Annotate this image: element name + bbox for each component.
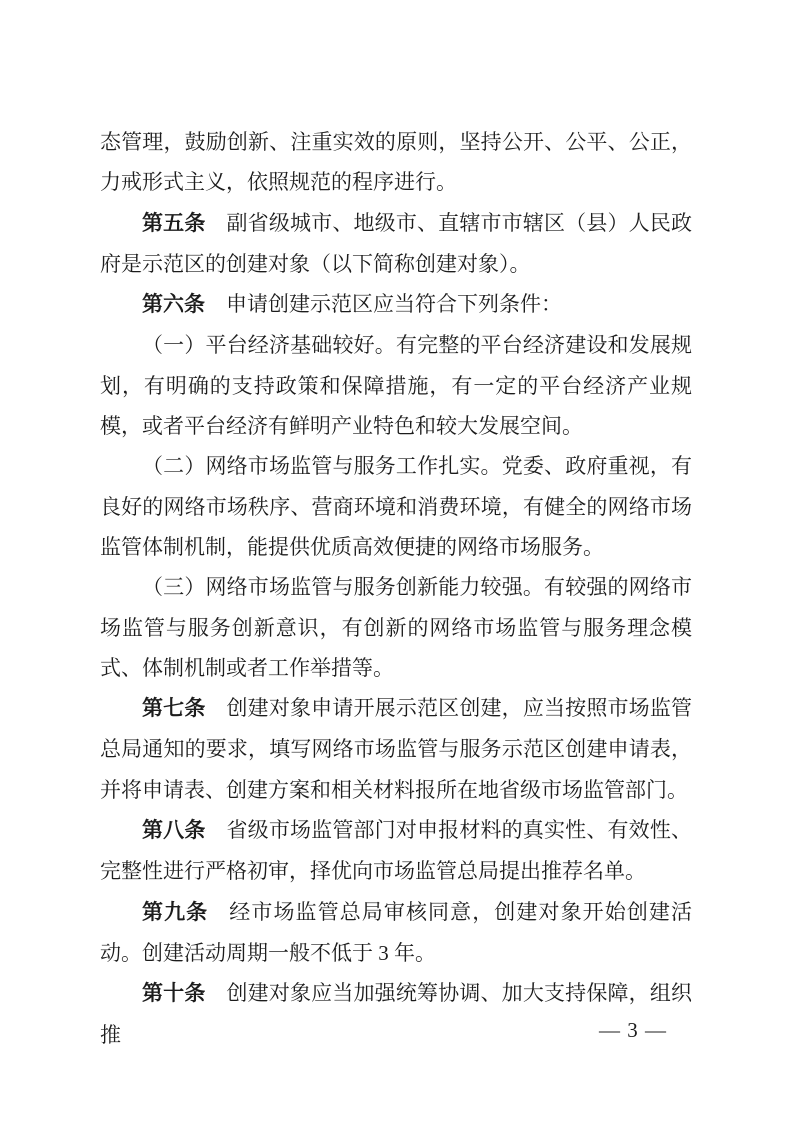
paragraph-text: 创建对象应当加强统筹协调、加大支持保障，组织推 [100, 981, 692, 1047]
paragraph-text: 副省级城市、地级市、直辖市市辖区（县）人民政府是示范区的创建对象（以下简称创建对象）。 [100, 210, 692, 276]
paragraph-text: （一）平台经济基础较好。有完整的平台经济建设和发展规划，有明确的支持政策和保障措施，有一定的平台经济产业规模，或者平台经济有鲜明产业特色和较大发展空间。 [100, 333, 692, 439]
paragraph-condition-2 [100, 446, 692, 567]
paragraph-condition-3 [100, 567, 692, 688]
article-8-label: 第八条 [142, 819, 206, 843]
article-5-label: 第五条 [142, 211, 206, 235]
paragraph-article-7 [100, 688, 692, 810]
paragraph-text: 省级市场监管部门对申报材料的真实性、有效性、完整性进行严格初审，择优向市场监管总局提出推荐名单。 [100, 818, 692, 884]
paragraph-text: 态管理，鼓励创新、注重实效的原则，坚持公开、公平、公正，力戒形式主义，依照规范的程序进行。 [100, 130, 692, 195]
paragraph-text: 创建对象申请开展示范区创建，应当按照市场监管总局通知的要求，填写网络市场监管与服务示范区创建申请表，并将申请表、创建方案和相关材料报所在地省级市场监管部门。 [100, 696, 692, 802]
paragraph-text: （三）网络市场监管与服务创新能力较强。有较强的网络市场监管与服务创新意识，有创新的网络市场监管与服务理念模式、体制机制或者工作举措等。 [100, 575, 692, 680]
document-body [100, 122, 692, 1055]
page-number: — 3 — [599, 1018, 667, 1042]
paragraph-article-5 [100, 203, 692, 285]
article-7-label: 第七条 [142, 697, 206, 721]
paragraph-text: （二）网络市场监管与服务工作扎实。党委、政府重视，有良好的网络市场秩序、营商环境和消费环境，有健全的网络市场监管体制机制，能提供优质高效便捷的网络市场服务。 [100, 454, 692, 559]
paragraph-condition-1 [100, 325, 692, 446]
paragraph-article-6 [100, 284, 692, 325]
paragraph-text: 经市场监管总局审核同意，创建对象开始创建活动。创建活动周期一般不低于 3 年。 [100, 899, 693, 965]
paragraph-text: 申请创建示范区应当符合下列条件： [226, 292, 562, 317]
article-10-label: 第十条 [142, 982, 206, 1006]
paragraph-article-8 [100, 810, 692, 892]
article-9-label: 第九条 [142, 900, 209, 924]
paragraph-article-9 [100, 892, 692, 974]
paragraph-continuation [100, 122, 692, 203]
article-6-label: 第六条 [142, 293, 205, 317]
